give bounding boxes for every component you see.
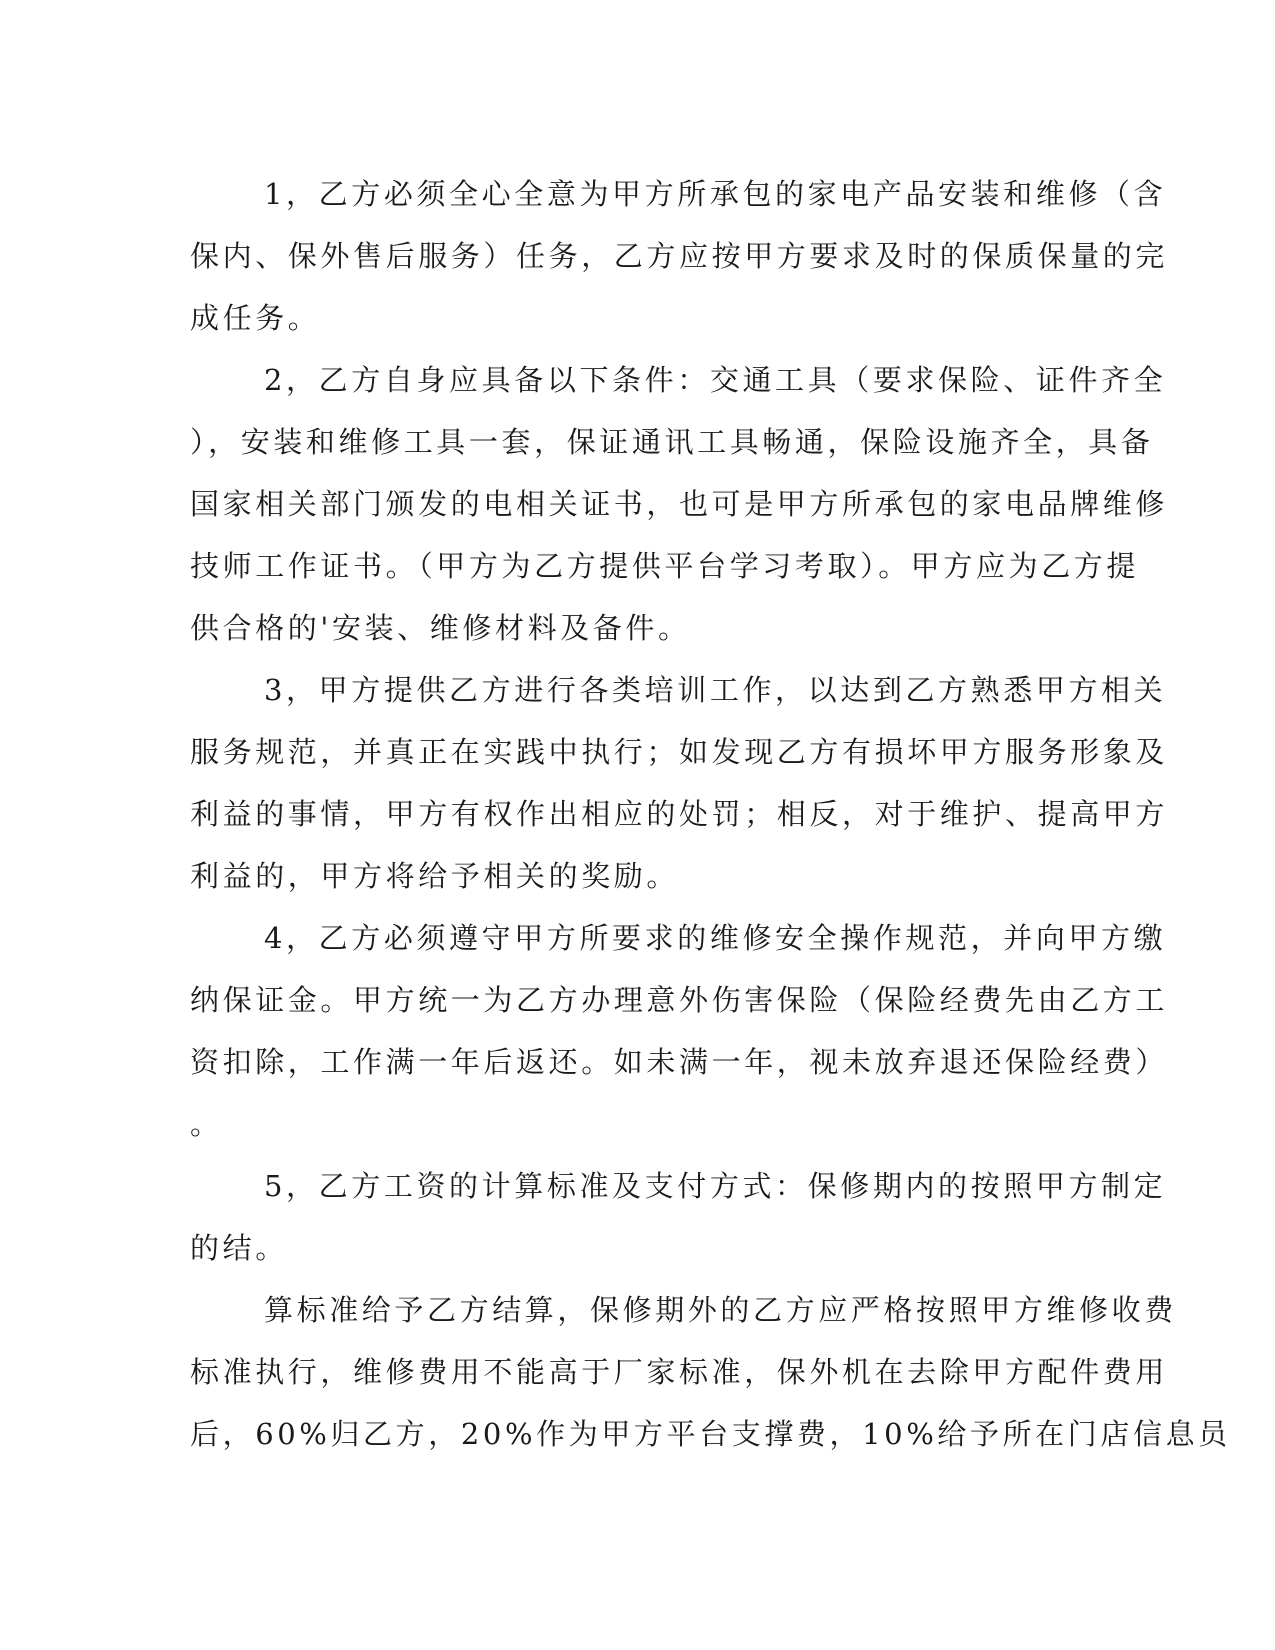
text-line: 保内、保外售后服务）任务，乙方应按甲方要求及时的保质保量的完 [190, 239, 1169, 273]
clause-1 [190, 163, 1169, 349]
text-line: ），安装和维修工具一套，保证通讯工具畅通，保险设施齐全，具备 [190, 425, 1154, 459]
document-body [190, 163, 1231, 1465]
clause-4 [190, 907, 1169, 1155]
text-line: 2，乙方自身应具备以下条件：交通工具（要求保险、证件齐全 [264, 363, 1167, 397]
clause-3 [190, 659, 1169, 907]
text-line: 供合格的'安装、维修材料及备件。 [190, 611, 691, 645]
clause-2 [190, 349, 1169, 659]
text-line: 利益的事情，甲方有权作出相应的处罚；相反，对于维护、提高甲方 [190, 797, 1169, 831]
text-line: 资扣除，工作满一年后返还。如未满一年，视未放弃退还保险经费） [190, 1045, 1169, 1079]
text-line: 纳保证金。甲方统一为乙方办理意外伤害保险（保险经费先由乙方工 [190, 983, 1169, 1017]
text-line: 国家相关部门颁发的电相关证书，也可是甲方所承包的家电品牌维修 [190, 487, 1169, 521]
text-line: 4，乙方必须遵守甲方所要求的维修安全操作规范，并向甲方缴 [264, 921, 1167, 955]
text-line: 服务规范，并真正在实践中执行；如发现乙方有损坏甲方服务形象及 [190, 735, 1169, 769]
text-line: 标准执行，维修费用不能高于厂家标准，保外机在去除甲方配件费用 [190, 1355, 1169, 1389]
text-line: 3，甲方提供乙方进行各类培训工作，以达到乙方熟悉甲方相关 [264, 673, 1167, 707]
text-line: 利益的，甲方将给予相关的奖励。 [190, 859, 680, 893]
text-line: 技师工作证书。（甲方为乙方提供平台学习考取）。甲方应为乙方提 [190, 549, 1140, 583]
text-line: 成任务。 [190, 301, 321, 335]
clause-5-continuation [190, 1279, 1231, 1465]
text-line: 算标准给予乙方结算，保修期外的乙方应严格按照甲方维修收费 [264, 1293, 1177, 1327]
text-line: 1，乙方必须全心全意为甲方所承包的家电产品安装和维修（含 [264, 177, 1167, 211]
text-line: 5，乙方工资的计算标准及支付方式：保修期内的按照甲方制定 [264, 1169, 1167, 1203]
text-line: 。 [190, 1107, 223, 1141]
text-line: 的结。 [190, 1231, 288, 1265]
clause-5 [190, 1155, 1167, 1279]
text-line: 后，60%归乙方，20%作为甲方平台支撑费，10%给予所在门店信息员 [190, 1417, 1231, 1451]
